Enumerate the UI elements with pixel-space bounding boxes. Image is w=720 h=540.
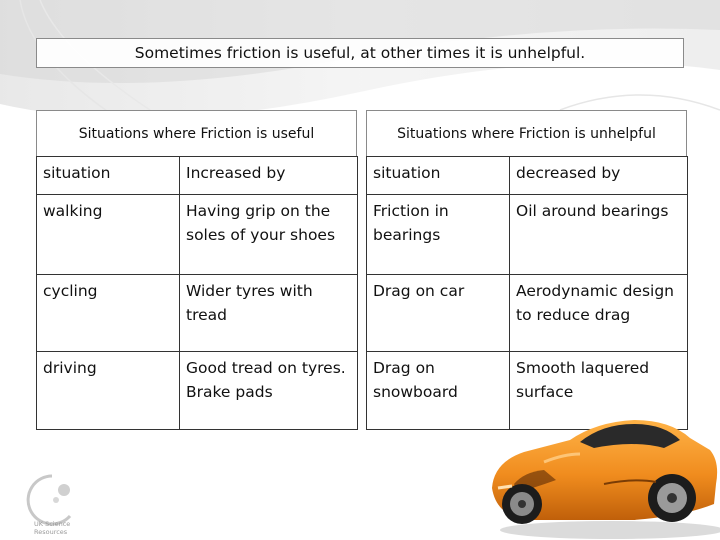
table-cell: cycling (37, 275, 180, 352)
useful-friction-table (36, 156, 358, 430)
table-row (37, 157, 358, 195)
table-row (367, 195, 688, 275)
table-row (37, 352, 358, 430)
slide-title: Sometimes friction is useful, at other times it is unhelpful. (36, 38, 684, 68)
table-cell: Oil around bearings (510, 195, 688, 275)
unhelpful-friction-table (366, 156, 688, 430)
table-cell: Good tread on tyres. Brake pads (180, 352, 358, 430)
table-cell: Friction in bearings (367, 195, 510, 275)
table-cell: Increased by (180, 157, 358, 195)
orange-sports-car-image (484, 392, 720, 540)
table-cell: Drag on snowboard (367, 352, 510, 430)
table-row (37, 195, 358, 275)
table-cell: Smooth laquered surface (510, 352, 688, 430)
logo-text-line2: Resources (34, 528, 68, 536)
table-row (37, 275, 358, 352)
table-cell: driving (37, 352, 180, 430)
table-cell: situation (37, 157, 180, 195)
logo-text-line1: UK Science (34, 520, 71, 528)
table-row (367, 157, 688, 195)
table-cell: Having grip on the soles of your shoes (180, 195, 358, 275)
table-cell: Aerodynamic design to reduce drag (510, 275, 688, 352)
table-row (367, 275, 688, 352)
useful-header: Situations where Friction is useful (36, 110, 357, 157)
uk-science-resources-logo (18, 470, 108, 538)
table-cell: Drag on car (367, 275, 510, 352)
table-cell: Wider tyres with tread (180, 275, 358, 352)
unhelpful-header: Situations where Friction is unhelpful (366, 110, 687, 157)
table-cell: situation (367, 157, 510, 195)
table-cell: walking (37, 195, 180, 275)
table-cell: decreased by (510, 157, 688, 195)
